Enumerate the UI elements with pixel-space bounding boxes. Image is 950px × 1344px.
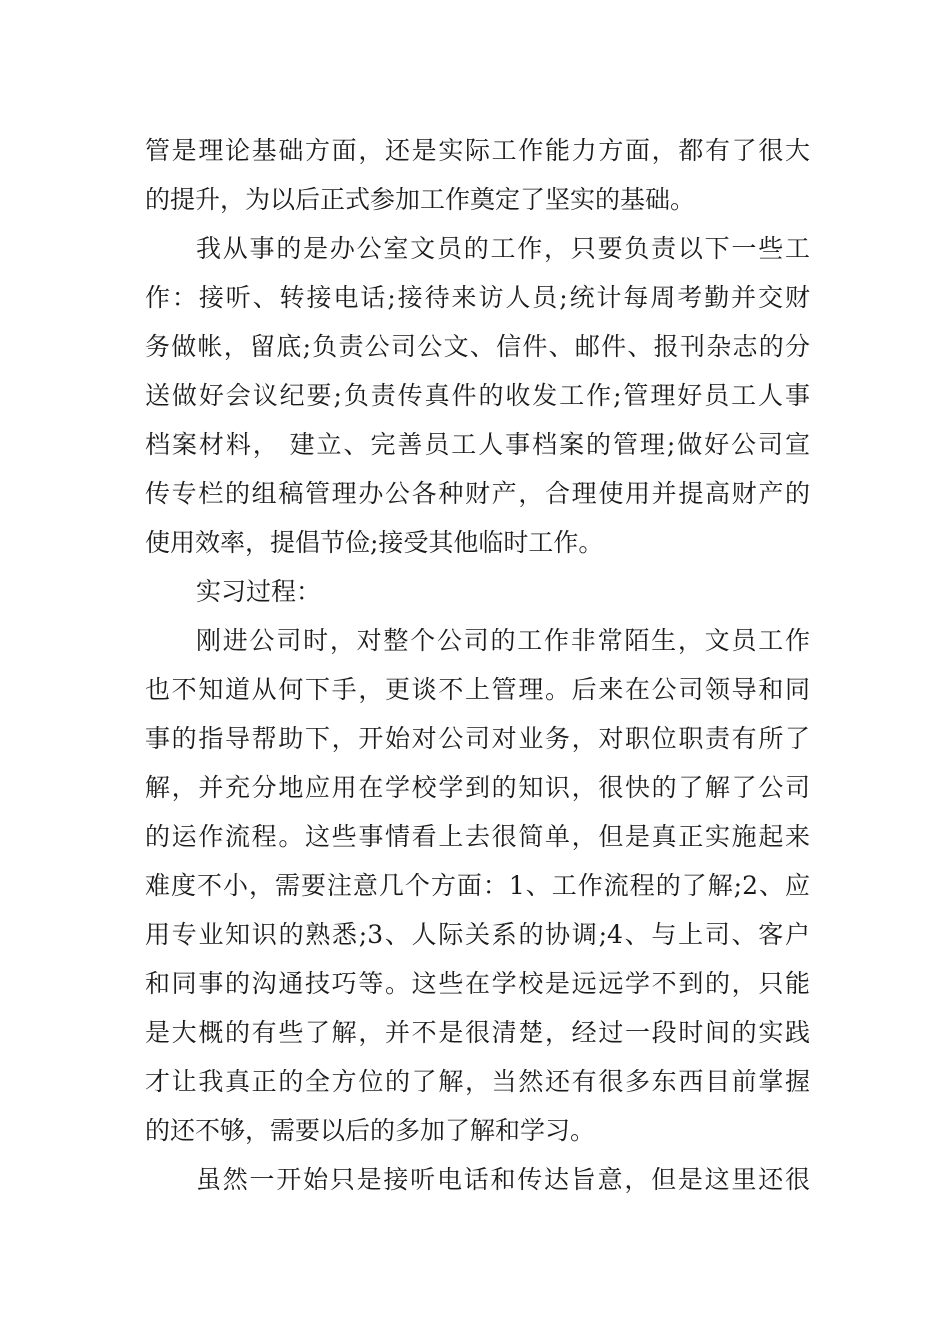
text-line: 使用效率，提倡节俭;接受其他临时工作。 (145, 528, 604, 557)
text-line: 是大概的有些了解，并不是很清楚，经过一段时间的实践 (145, 1018, 810, 1047)
text-line: 管是理论基础方面，还是实际工作能力方面，都有了很大 (145, 136, 810, 165)
text-line: 解，并充分地应用在学校学到的知识，很快的了解了公司 (145, 773, 810, 802)
text-line: 也不知道从何下手，更谈不上管理。后来在公司领导和同 (145, 675, 810, 704)
text-line: 难度不小，需要注意几个方面：1、工作流程的了解;2、应 (145, 871, 810, 900)
text-line: 事的指导帮助下，开始对公司对业务，对职位职责有所了 (145, 724, 810, 753)
text-line: 作：接听、转接电话;接待来访人员;统计每周考勤并交财 (145, 283, 810, 312)
text-line: 我从事的是办公室文员的工作，只要负责以下一些工 (196, 234, 810, 263)
document-body (145, 126, 810, 1204)
text-line: 用专业知识的熟悉;3、人际关系的协调;4、与上司、客户 (145, 920, 810, 949)
text-line: 传专栏的组稿管理办公各种财产，合理使用并提高财产的 (145, 479, 810, 508)
text-line: 送做好会议纪要;负责传真件的收发工作;管理好员工人事 (145, 381, 810, 410)
text-line: 务做帐，留底;负责公司公文、信件、邮件、报刊杂志的分 (145, 332, 810, 361)
text-line: 才让我真正的全方位的了解，当然还有很多东西目前掌握 (145, 1067, 810, 1096)
text-line: 实习过程： (196, 577, 322, 606)
text-line: 虽然一开始只是接听电话和传达旨意，但是这里还很 (196, 1165, 810, 1194)
text-line: 刚进公司时，对整个公司的工作非常陌生，文员工作 (196, 626, 810, 655)
text-line: 的提升，为以后正式参加工作奠定了坚实的基础。 (145, 185, 696, 214)
text-line: 和同事的沟通技巧等。这些在学校是远远学不到的，只能 (145, 969, 810, 998)
text-line: 的还不够，需要以后的多加了解和学习。 (145, 1116, 596, 1145)
text-line: 档案材料， 建立、完善员工人事档案的管理;做好公司宣 (145, 430, 810, 459)
text-line: 的运作流程。这些事情看上去很简单，但是真正实施起来 (145, 822, 810, 851)
